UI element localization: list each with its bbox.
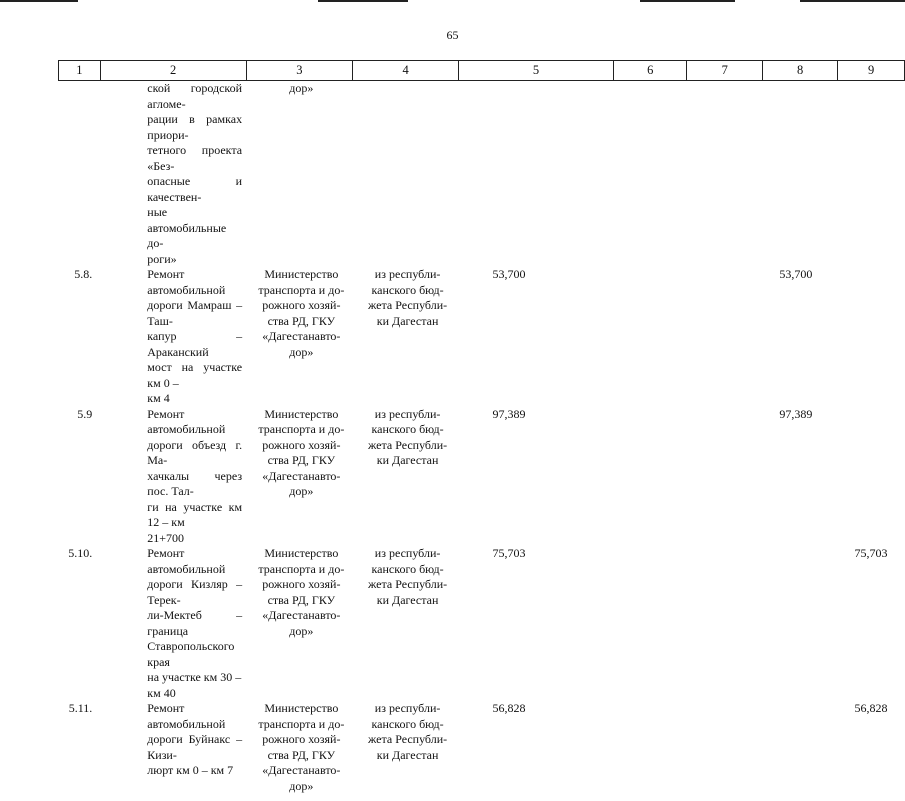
row-number: 5.10. xyxy=(68,546,93,560)
row-description xyxy=(100,546,246,701)
row-number: 5.11. xyxy=(68,701,93,715)
row-col7 xyxy=(687,701,762,801)
column-header: 3 xyxy=(246,61,353,81)
table-row xyxy=(59,267,905,407)
budget-table xyxy=(58,60,905,801)
row-col8 xyxy=(762,701,837,801)
row-col7 xyxy=(687,407,762,547)
scan-edge-line xyxy=(318,0,408,2)
row-col9: 56,828 xyxy=(854,701,888,715)
funding-source-text: из республи- канского бюд- жета Республи- ки Дагестан xyxy=(368,406,448,467)
description-text: Ремонт автомобильной дороги объезд г. Ма- хачкалы через пос. Тал- ги на участке км 12 – км 21+700 xyxy=(147,406,243,545)
table-row xyxy=(59,701,905,801)
executor-text: Министерство транспорта и до- рожного хозяй- ства РД, ГКУ «Дагестанавто- дор» xyxy=(258,267,345,359)
row-col7 xyxy=(687,267,762,407)
description-text: Ремонт автомобильной дороги Буйнакс – Кизи- люрт км 0 – км 7 xyxy=(147,701,243,777)
executor-text: Министерство транспорта и до- рожного хозяй- ства РД, ГКУ «Дагестанавто- дор» xyxy=(258,406,345,498)
funding-source-text: из республи- канского бюд- жета Республи- ки Дагестан xyxy=(368,546,448,607)
table-row-continuation xyxy=(59,81,905,268)
row-total: 56,828 xyxy=(492,701,526,715)
description-text: ской городской агломе- рации в рамках приори- тетного проекта «Без- опасные и качествен- ные автомобильные до- роги» xyxy=(147,81,243,266)
executor-text: дор» xyxy=(289,81,314,95)
column-header: 8 xyxy=(762,61,837,81)
row-col8: 97,389 xyxy=(779,406,813,421)
row-executor xyxy=(246,701,353,801)
row-total: 75,703 xyxy=(492,546,526,560)
description-text: Ремонт автомобильной дороги Кизляр – Терек- ли-Мектеб – граница Ставропольского края на участке км 30 – км 40 xyxy=(147,546,243,700)
row-col8 xyxy=(762,546,837,701)
row-executor xyxy=(246,267,353,407)
column-header: 6 xyxy=(614,61,687,81)
row-col9: 75,703 xyxy=(854,546,888,560)
scan-edge-line xyxy=(640,0,735,2)
column-header: 2 xyxy=(100,61,246,81)
row-total: 53,700 xyxy=(492,267,526,281)
column-header: 1 xyxy=(59,61,101,81)
funding-source-text: из республи- канского бюд- жета Республи- ки Дагестан xyxy=(368,701,448,762)
row-number: 5.9 xyxy=(77,406,93,421)
row-description xyxy=(100,81,246,268)
table-row xyxy=(59,407,905,547)
row-col8: 53,700 xyxy=(779,267,813,281)
row-executor xyxy=(246,407,353,547)
table-row xyxy=(59,546,905,701)
column-header: 7 xyxy=(687,61,762,81)
row-description xyxy=(100,701,246,801)
column-header: 4 xyxy=(353,61,459,81)
row-col9 xyxy=(838,267,905,407)
row-col6 xyxy=(614,407,687,547)
description-text: Ремонт автомобильной дороги Мамраш – Таш- капур – Араканский мост на участке км 0 – км 4 xyxy=(147,267,243,405)
row-col6 xyxy=(614,701,687,801)
row-number: 5.8. xyxy=(74,267,93,281)
row-col9 xyxy=(838,407,905,547)
row-funding-source xyxy=(353,546,459,701)
row-funding-source xyxy=(353,407,459,547)
funding-source-text: из республи- канского бюд- жета Республи- ки Дагестан xyxy=(368,267,448,328)
page-number: 65 xyxy=(446,28,459,42)
row-col6 xyxy=(614,267,687,407)
column-header: 5 xyxy=(459,61,614,81)
row-total: 97,389 xyxy=(492,406,526,421)
executor-text: Министерство транспорта и до- рожного хозяй- ства РД, ГКУ «Дагестанавто- дор» xyxy=(258,701,345,793)
table-header-row xyxy=(59,61,905,81)
row-description xyxy=(100,267,246,407)
row-executor xyxy=(246,546,353,701)
row-col7 xyxy=(687,546,762,701)
scan-edge-line xyxy=(0,0,78,2)
row-funding-source xyxy=(353,267,459,407)
row-description xyxy=(100,407,246,547)
row-col6 xyxy=(614,546,687,701)
scan-edge-line xyxy=(800,0,905,2)
executor-text: Министерство транспорта и до- рожного хозяй- ства РД, ГКУ «Дагестанавто- дор» xyxy=(258,546,345,638)
row-number xyxy=(59,81,101,268)
column-header: 9 xyxy=(838,61,905,81)
row-funding-source xyxy=(353,701,459,801)
row-executor xyxy=(246,81,353,268)
